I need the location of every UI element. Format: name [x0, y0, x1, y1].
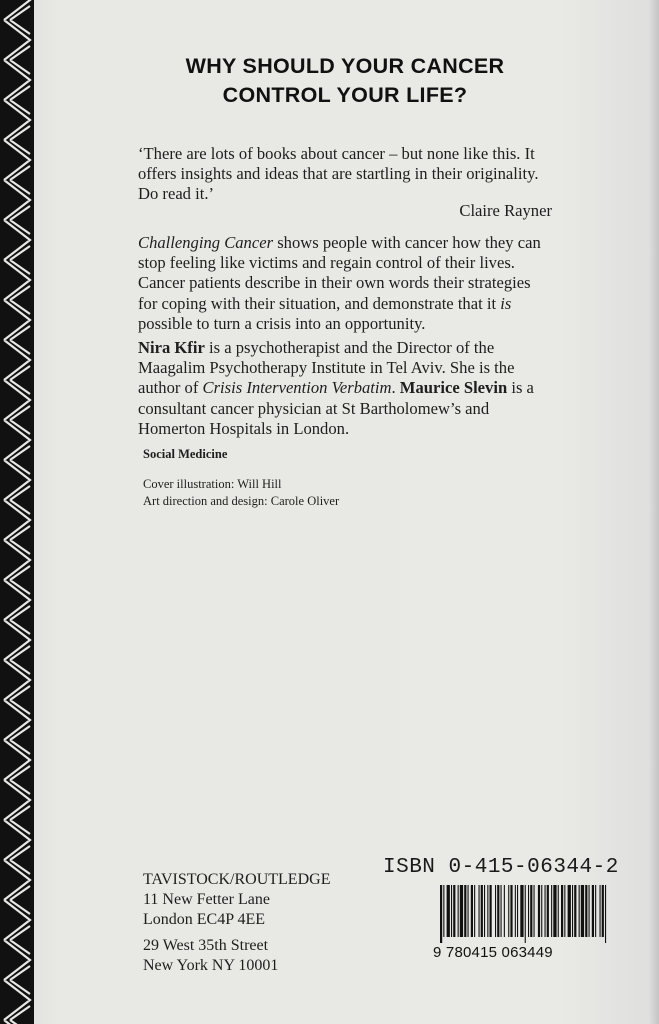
book-title: Challenging Cancer — [138, 233, 274, 252]
barcode-bar — [447, 885, 450, 937]
barcode-bar — [468, 885, 469, 937]
book-description — [138, 233, 552, 334]
barcode-bar — [515, 885, 516, 937]
illustration-credit: Cover illustration: Will Hill — [143, 477, 282, 491]
description-line-1: shows people with cancer how they can — [273, 233, 541, 252]
barcode-bar — [464, 885, 466, 937]
barcode-bar — [453, 885, 455, 937]
category-text: Social Medicine — [143, 447, 228, 461]
barcode-bar — [481, 885, 483, 937]
bio-line-5: Homerton Hospitals in London. — [138, 418, 350, 438]
description-line-2: stop feeling like victims and regain control of their lives. — [138, 253, 515, 273]
author-2-name: Maurice Slevin — [399, 378, 508, 398]
address-us-line-1: 29 West 35th Street — [143, 937, 269, 954]
category-label — [143, 446, 227, 463]
barcode-bar — [528, 885, 529, 937]
bio-line-1: is a psychotherapist and the Director of the — [204, 338, 495, 357]
isbn-number: ISBN 0-415-06344-2 — [383, 856, 619, 879]
barcode-bar — [525, 885, 526, 943]
barcode-bar — [572, 885, 573, 937]
barcode-bar — [545, 885, 546, 937]
bio-line-3-pre: author of — [138, 378, 203, 398]
address-uk-line-2: London EC4P 4EE — [143, 911, 266, 928]
barcode-bar — [490, 885, 492, 937]
quote-line-2: offers insights and ideas that are startling in their originality. — [138, 164, 539, 184]
barcode-bar — [471, 885, 473, 937]
barcode-bar — [602, 885, 604, 937]
barcode-bar — [600, 885, 601, 937]
barcode-bar — [538, 885, 540, 937]
publisher-name: TAVISTOCK/ROUTLEDGE — [143, 871, 331, 888]
barcode-bar — [605, 885, 606, 943]
cover-edge-shadow — [649, 0, 659, 1024]
geometric-pattern — [0, 0, 34, 1024]
spine-pattern-band — [0, 0, 34, 1024]
barcode — [438, 885, 610, 943]
barcode-bar — [585, 885, 587, 937]
barcode-bar — [547, 885, 549, 937]
bio-line-4: consultant cancer physician at St Bartholomew’s and — [138, 398, 490, 418]
barcode-bar — [579, 885, 580, 937]
publisher-uk — [143, 870, 330, 930]
quote-line-1: ‘There are lots of books about cancer – but none like this. It — [138, 144, 535, 163]
design-credit: Art direction and design: Carole Oliver — [143, 494, 340, 508]
publisher-us — [143, 936, 278, 976]
barcode-bar — [568, 885, 571, 937]
barcode-digits: 9 780415 063449 — [433, 944, 553, 961]
description-line-5: possible to turn a crisis into an opportunity. — [138, 313, 426, 333]
bio-line-3-dot: . — [391, 378, 400, 398]
barcode-bar — [440, 885, 442, 943]
barcode-bar — [451, 885, 452, 937]
author-bios — [138, 338, 552, 439]
headline-line-2: CONTROL YOUR LIFE? — [222, 83, 468, 107]
description-line-3: Cancer patients describe in their own words their strategies — [138, 273, 531, 293]
barcode-bar — [508, 885, 509, 937]
barcode-bar — [592, 885, 594, 937]
other-book-title: Crisis Intervention Verbatim — [202, 378, 392, 398]
barcode-bar — [501, 885, 502, 937]
address-us-line-2: New York NY 10001 — [143, 957, 279, 974]
spine-zigzag — [4, 0, 30, 1024]
barcode-bar — [541, 885, 542, 937]
barcode-bar — [589, 885, 590, 937]
quote-line-3: Do read it.’ — [138, 184, 215, 204]
barcode-bar — [558, 885, 559, 937]
barcode-bar — [595, 885, 596, 937]
barcode-bar — [497, 885, 499, 937]
bio-line-2: Maagalim Psychotherapy Institute in Tel Aviv. She is the — [138, 358, 515, 378]
description-line-4: for coping with their situation, and demonstrate that it — [138, 293, 501, 313]
barcode-bar — [495, 885, 496, 937]
bio-line-3-post: is a — [507, 378, 534, 398]
barcode-bar — [443, 885, 444, 937]
barcode-bar — [479, 885, 480, 937]
barcode-bar — [458, 885, 459, 937]
barcode-bar — [551, 885, 552, 937]
barcode-bar — [553, 885, 556, 937]
barcode-bar — [581, 885, 584, 937]
barcode-bar — [564, 885, 565, 937]
credits — [143, 476, 339, 510]
barcode-bar — [504, 885, 505, 937]
barcode-bar — [517, 885, 518, 937]
headline-line-1: WHY SHOULD YOUR CANCER — [185, 54, 505, 78]
barcode-bar — [487, 885, 488, 937]
barcode-bar — [510, 885, 512, 937]
barcode-bar — [474, 885, 475, 937]
address-uk-line-1: 11 New Fetter Lane — [143, 891, 270, 908]
headline — [120, 52, 570, 110]
barcode-bar — [460, 885, 463, 937]
author-1-name: Nira Kfir — [138, 338, 205, 357]
barcode-bar — [484, 885, 485, 937]
barcode-bar — [520, 885, 523, 937]
barcode-bar — [530, 885, 532, 937]
barcode-bar — [561, 885, 563, 937]
description-emphasis: is — [500, 293, 512, 313]
quote-attribution: Claire Rayner — [459, 201, 552, 220]
barcode-bar — [574, 885, 576, 937]
barcode-bar — [534, 885, 535, 937]
review-quote — [138, 144, 552, 205]
